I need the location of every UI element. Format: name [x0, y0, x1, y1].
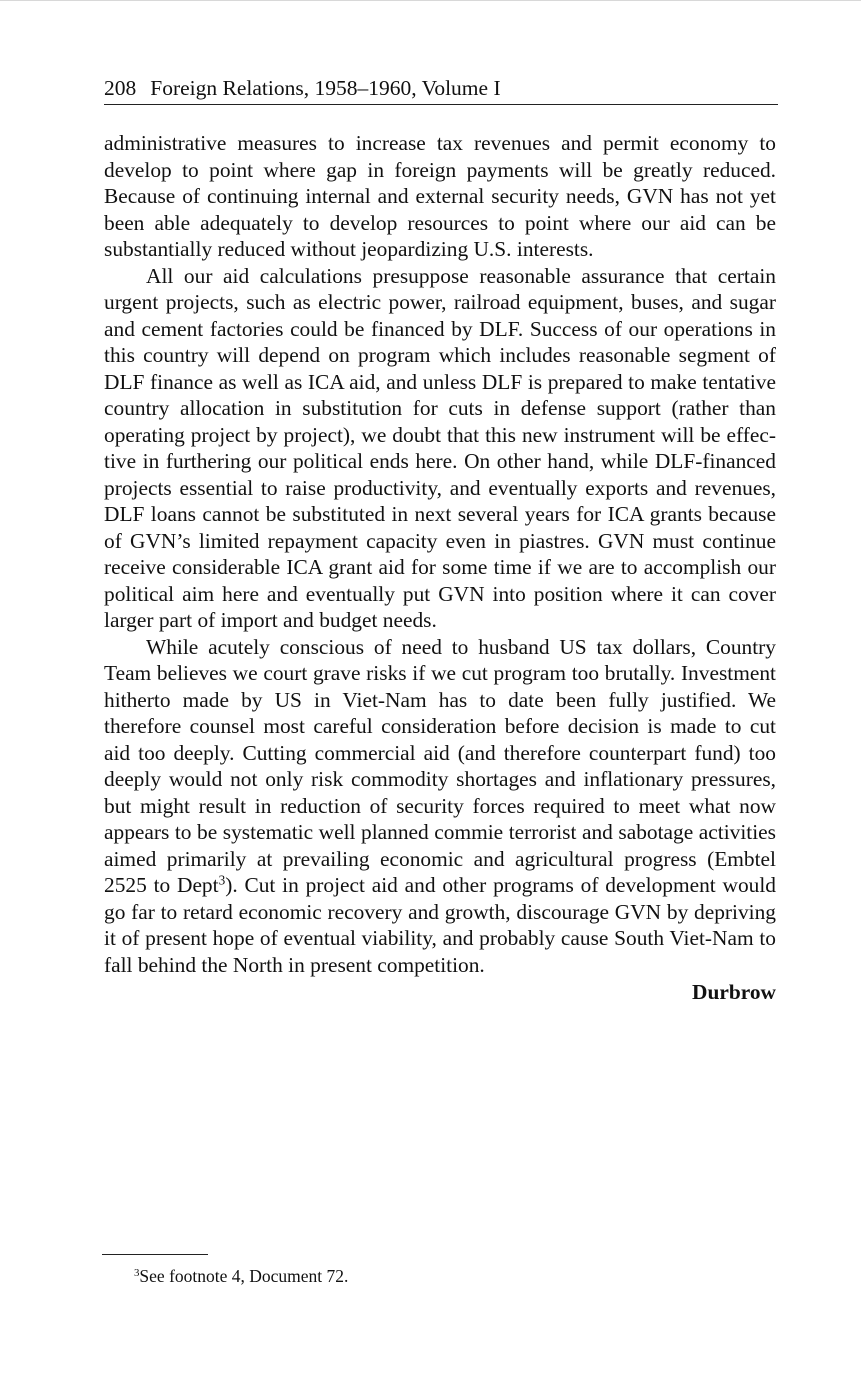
signature: Durbrow: [692, 980, 776, 1004]
page-top-edge: [0, 0, 861, 1]
footnote-marker: 3: [134, 1267, 140, 1280]
document-body: [104, 130, 776, 1006]
paragraph-3-text-end: ). Cut in project aid and other programs of development would go far to retard economic recovery and growth, discourage GVN by depriving it of present hope of eventual viability, and probably cause South Viet-Nam to fall behind the North in present competition.: [104, 873, 776, 977]
footnote-reference: 3: [218, 872, 226, 888]
page-number: 208: [104, 76, 137, 100]
paragraph-1: administrative measures to increase tax revenues and permit economy to develop to point where gap in foreign payments will be greatly reduced. Because of continuing internal and external security needs, GVN has not yet been able adequately to develop resources to point where our aid can be substantially reduced without jeopardizing U.S. interests.: [104, 131, 776, 261]
volume-title: Foreign Relations, 1958–1960, Volume I: [150, 76, 501, 100]
running-head: [104, 74, 778, 105]
paragraph-2: All our aid calculations presuppose reasonable assurance that certain urgent projects, such as electric power, railroad equipment, buses, and sugar and cement factories could be financed by DLF. Success of our operations in this country will depend on program which includes reasonable segment of DLF finance as well as ICA aid, and unless DLF is prepared to make tentative country allocation in substitution for cuts in defense support (rather than operating project by project), we doubt that this new instrument will be effective in furthering our political ends here. On other hand, while DLF-financed projects essential to raise productivity, and eventually exports and revenues, DLF loans cannot be substituted in next several years for ICA grants because of GVN’s limited repayment capacity even in piastres. GVN must continue receive considerable ICA grant aid for some time if we are to accomplish our political aim here and eventually put GVN into position where it can cover larger part of import and budget needs.: [104, 263, 776, 632]
paragraph-3: [104, 634, 776, 979]
footnote: [134, 1264, 348, 1288]
footnote-divider: [102, 1254, 208, 1255]
footnote-text: See footnote 4, Document 72.: [139, 1266, 349, 1286]
paragraph-3-text-start: While acutely conscious of need to husband US tax dollars, Country Team believes we court grave risks if we cut program too brutally. Investment hitherto made by US in Viet-Nam has to date been fully justified. We therefore counsel most careful consideration before decision is made to cut aid too deeply. Cutting commercial aid (and therefore counterpart fund) too deeply would not only risk commodity shortages and inflationary pressures, but might result in reduction of security forces required to meet what now appears to be systematic well planned commie terrorist and sabotage activities aimed primarily at prevailing economic and agricultural progress (Embtel 2525 to Dept: [104, 634, 776, 897]
